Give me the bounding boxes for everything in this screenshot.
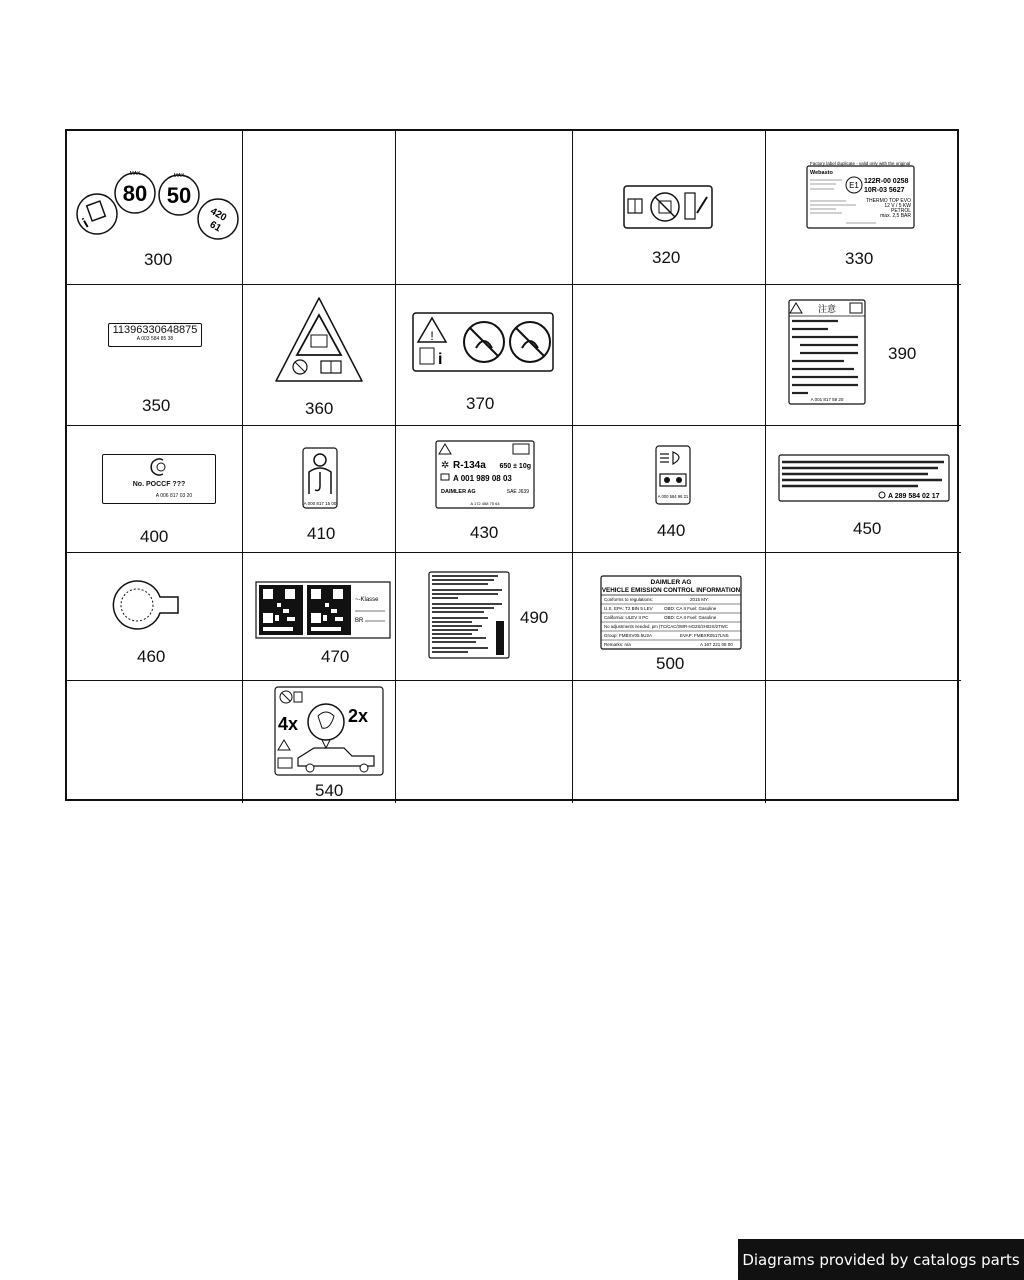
svg-text:SAE J639: SAE J639	[506, 489, 529, 495]
svg-text:Group: FMBXV05.5U2A: Group: FMBXV05.5U2A	[604, 633, 653, 638]
svg-text:61: 61	[207, 219, 223, 235]
svg-text:EVAP: FMBXR0517LNS: EVAP: FMBXR0517LNS	[680, 633, 729, 638]
cell-400[interactable]	[67, 426, 243, 553]
svg-text:A 289 584 02 17: A 289 584 02 17	[888, 493, 940, 500]
ring-decal-460	[111, 579, 183, 631]
fan-warning-decal-370	[412, 312, 554, 372]
label-350-part: A 003 584 85 38	[136, 336, 174, 342]
svg-text:2015 MY:: 2015 MY:	[690, 597, 710, 602]
cell-410[interactable]	[243, 426, 396, 553]
cell-430[interactable]	[396, 426, 573, 553]
svg-text:A 001 817 59 20: A 001 817 59 20	[810, 397, 844, 402]
parts-diagram-grid	[65, 129, 959, 801]
svg-text:A 001 989 08 03: A 001 989 08 03	[453, 474, 512, 483]
headlamp-label-440	[655, 444, 691, 506]
svg-text:MAX: MAX	[129, 171, 141, 177]
part-number-430: 430	[470, 523, 499, 542]
cell-empty-r4c5	[766, 553, 961, 681]
part-number-390: 390	[888, 344, 917, 363]
svg-text:✲: ✲	[441, 460, 450, 471]
footer-credit	[738, 1239, 1024, 1280]
svg-text:VEHICLE EMISSION CONTROL INFOR: VEHICLE EMISSION CONTROL INFORMATION	[601, 587, 741, 594]
svg-text:PETROL: PETROL	[890, 208, 911, 214]
certification-mark-icon	[147, 457, 169, 477]
svg-text:THERMO TOP EVO: THERMO TOP EVO	[865, 198, 911, 204]
part-number-360: 360	[305, 399, 334, 418]
footer-credit-text: Diagrams provided by catalogs parts	[742, 1250, 1020, 1269]
part-number-350: 350	[142, 396, 171, 415]
label-400-part: A 006 817 03 20	[155, 493, 193, 499]
cell-empty-r1c2	[243, 131, 396, 285]
part-number-460: 460	[137, 647, 166, 666]
cell-empty-r5c5	[766, 681, 961, 803]
warning-triangle-decal-360	[273, 295, 365, 385]
svg-text:A 000 584 96 21: A 000 584 96 21	[657, 494, 689, 499]
part-number-540: 540	[315, 781, 344, 800]
cell-540[interactable]	[243, 681, 396, 803]
svg-text:80: 80	[122, 181, 148, 206]
svg-text:DAIMLER AG: DAIMLER AG	[650, 579, 692, 586]
svg-text:2x: 2x	[348, 706, 369, 726]
svg-text:A 000 817 15 00: A 000 817 15 00	[303, 501, 337, 506]
part-number-410: 410	[307, 524, 336, 543]
part-number-440: 440	[657, 521, 686, 540]
svg-text:4x: 4x	[278, 714, 299, 734]
svg-text:OBD: CA II Fuel: Gasoline: OBD: CA II Fuel: Gasoline	[664, 606, 717, 611]
svg-text:Webasto: Webasto	[810, 170, 833, 176]
cell-360[interactable]	[243, 285, 396, 426]
svg-text:OBD: CA II Fuel: Gasoline: OBD: CA II Fuel: Gasoline	[664, 615, 717, 620]
part-number-500: 500	[656, 654, 685, 673]
cell-390[interactable]	[766, 285, 961, 426]
label-400-text: No. POCCF ???	[132, 481, 186, 488]
text-label-490	[428, 571, 510, 659]
svg-text:~-Klasse: ~-Klasse	[355, 597, 379, 603]
chinese-caution-label-390	[788, 299, 866, 405]
svg-text:R-134a: R-134a	[453, 460, 486, 471]
svg-text:No adjustments needed, pm (TC/: No adjustments needed, pm (TC/CAC/3WR-HO2S/2H02S/2TWC	[604, 624, 728, 629]
svg-text:DAIMLER AG: DAIMLER AG	[441, 489, 476, 495]
part-number-300: 300	[144, 250, 173, 269]
svg-text:!: !	[430, 329, 434, 343]
heater-label-330	[806, 160, 916, 230]
part-number-470: 470	[321, 647, 350, 666]
cell-empty-r5c4	[573, 681, 766, 803]
part-number-330: 330	[845, 249, 874, 268]
no-phone-decal-320	[623, 185, 713, 229]
svg-text:A 167 221 08 00: A 167 221 08 00	[700, 642, 733, 647]
part-number-320: 320	[652, 248, 681, 267]
svg-text:BR: BR	[355, 618, 364, 624]
part-number-370: 370	[466, 394, 495, 413]
compliance-label-450	[778, 454, 950, 502]
svg-text:122R-00 0258: 122R-00 0258	[864, 178, 909, 185]
svg-text:E1: E1	[849, 181, 859, 190]
svg-text:650 ± 10g: 650 ± 10g	[499, 463, 531, 470]
svg-text:12 V / 5 KW: 12 V / 5 KW	[884, 203, 911, 209]
svg-text:10R-03 5627: 10R-03 5627	[864, 187, 905, 194]
cell-370[interactable]	[396, 285, 573, 426]
svg-text:i: i	[438, 351, 443, 368]
part-number-400: 400	[140, 527, 169, 546]
svg-text:Remarks: n/a: Remarks: n/a	[604, 642, 631, 647]
svg-text:Conforms to regulations:: Conforms to regulations:	[604, 597, 654, 602]
cell-empty-r1c3	[396, 131, 573, 285]
cell-440[interactable]	[573, 426, 766, 553]
cell-350[interactable]	[67, 285, 243, 426]
svg-text:California: ULEV II PC: California: ULEV II PC	[604, 615, 649, 620]
cell-450[interactable]	[766, 426, 961, 553]
cell-470[interactable]	[243, 553, 396, 681]
svg-text:A 172 458 75 64: A 172 458 75 64	[470, 501, 500, 506]
svg-text:i: i	[79, 214, 91, 231]
cell-empty-r5c3	[396, 681, 573, 803]
tow-label-540	[274, 686, 384, 776]
qr-code-label-470	[255, 581, 391, 641]
refrigerant-label-430	[435, 440, 535, 510]
label-350-number: 11396330648875	[112, 324, 198, 336]
cell-500[interactable]	[573, 553, 766, 681]
barcode-label-350	[108, 323, 202, 347]
emission-control-label-500	[600, 575, 742, 650]
svg-text:50: 50	[166, 183, 192, 208]
svg-text:U.S. EPA: T2 BIN 5 LEV: U.S. EPA: T2 BIN 5 LEV	[604, 606, 653, 611]
cell-460[interactable]	[67, 553, 243, 681]
part-number-450: 450	[853, 519, 882, 538]
svg-text:注意: 注意	[817, 305, 837, 315]
svg-text:420: 420	[208, 205, 229, 224]
cell-330[interactable]	[766, 131, 961, 285]
part-number-490: 490	[520, 608, 549, 627]
certification-label-400	[102, 454, 216, 504]
cell-empty-r5c1	[67, 681, 243, 803]
cell-490[interactable]	[396, 553, 573, 681]
svg-text:Factory label duplicate - vali: Factory label duplicate - valid only with the original	[810, 161, 911, 166]
svg-text:max. 2,5 BAR: max. 2,5 BAR	[880, 213, 911, 219]
cell-empty-r2c4	[573, 285, 766, 426]
cell-300[interactable]	[67, 131, 243, 285]
hook-label-410	[299, 444, 341, 512]
svg-text:MAX: MAX	[173, 173, 185, 179]
cell-320[interactable]	[573, 131, 766, 285]
speed-decals-300	[75, 161, 240, 241]
